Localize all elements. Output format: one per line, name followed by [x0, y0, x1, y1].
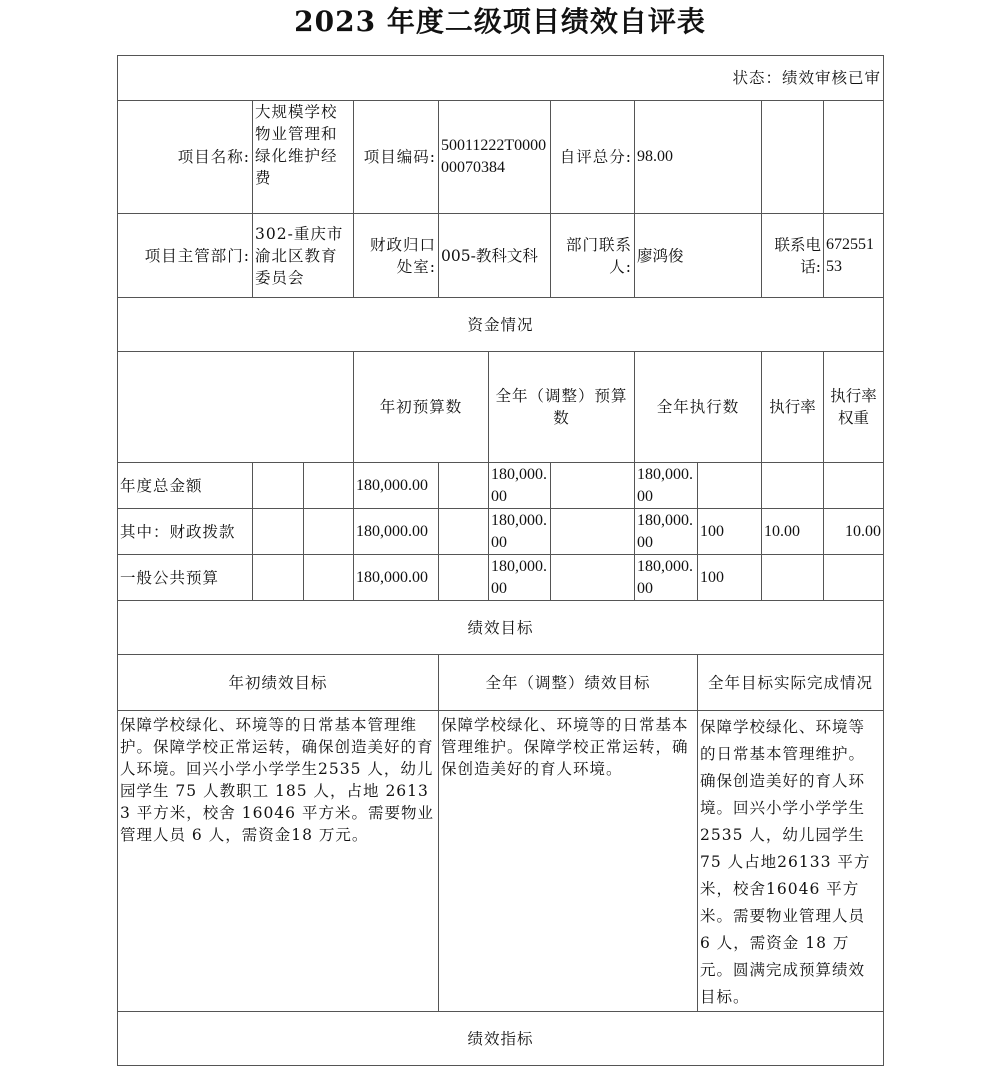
executed-value: 180,000.00 — [635, 463, 698, 509]
funds-section-row — [118, 298, 884, 352]
funds-row-total — [118, 463, 884, 509]
rate-weight-value — [762, 555, 824, 601]
header-exec-rate: 执行率 — [762, 352, 824, 463]
finance-office-label: 财政归口处室: — [354, 214, 439, 298]
header-initial-goal: 年初绩效目标 — [118, 655, 439, 711]
row-label: 年度总金额 — [118, 463, 253, 509]
empty-cell — [304, 463, 354, 509]
empty-cell — [439, 555, 489, 601]
rate-weight-value — [762, 463, 824, 509]
rate-weight-value: 10.00 — [762, 509, 824, 555]
phone-label: 联系电话: — [762, 214, 824, 298]
header-rate-weight: 执行率权重 — [824, 352, 884, 463]
empty-cell — [253, 509, 304, 555]
empty-cell — [439, 509, 489, 555]
initial-budget-value: 180,000.00 — [354, 555, 439, 601]
exec-rate-value: 100 — [698, 509, 762, 555]
rate-score-value — [824, 555, 884, 601]
project-code-label: 项目编码: — [354, 101, 439, 214]
indicators-section-row — [118, 1012, 884, 1066]
adjusted-goal-text: 保障学校绿化、环境等的日常基本管理维护。保障学校正常运转，确保创造美好的育人环境。 — [439, 711, 698, 1012]
adjusted-budget-value: 180,000.00 — [489, 463, 551, 509]
contact-value: 廖鸿俊 — [635, 214, 762, 298]
goals-section-title: 绩效目标 — [118, 601, 884, 655]
adjusted-budget-value: 180,000.00 — [489, 555, 551, 601]
project-name-value: 大规模学校物业管理和绿化维护经费 — [253, 101, 354, 214]
rate-score-value: 10.00 — [824, 509, 884, 555]
executed-value: 180,000.00 — [635, 509, 698, 555]
rate-score-value — [824, 463, 884, 509]
contact-label: 部门联系人: — [551, 214, 635, 298]
status-text: 状态：绩效审核已审 — [118, 56, 884, 101]
finance-office-value: 005-教科文科 — [439, 214, 551, 298]
header-actual-completion: 全年目标实际完成情况 — [698, 655, 884, 711]
phone-value: 67255153 — [824, 214, 884, 298]
status-row — [118, 56, 884, 101]
exec-rate-value: 100 — [698, 555, 762, 601]
project-name-label: 项目名称: — [118, 101, 253, 214]
page-title: 2023 年度二级项目绩效自评表 — [294, 5, 706, 38]
empty-cell — [762, 101, 824, 214]
empty-cell — [824, 101, 884, 214]
empty-cell — [551, 463, 635, 509]
header-initial-budget: 年初预算数 — [354, 352, 489, 463]
funds-section-title: 资金情况 — [118, 298, 884, 352]
project-row — [118, 101, 884, 214]
dept-value: 302-重庆市渝北区教育委员会 — [253, 214, 354, 298]
initial-budget-value: 180,000.00 — [354, 463, 439, 509]
adjusted-budget-value: 180,000.00 — [489, 509, 551, 555]
department-row — [118, 214, 884, 298]
indicators-section-title: 绩效指标 — [118, 1012, 884, 1066]
executed-value: 180,000.00 — [635, 555, 698, 601]
exec-rate-value — [698, 463, 762, 509]
empty-cell — [118, 352, 354, 463]
row-label: 一般公共预算 — [118, 555, 253, 601]
initial-budget-value: 180,000.00 — [354, 509, 439, 555]
funds-row-fiscal — [118, 509, 884, 555]
goals-content-row — [118, 711, 884, 1012]
empty-cell — [253, 463, 304, 509]
goals-header-row — [118, 655, 884, 711]
actual-completion-text: 保障学校绿化、环境等的日常基本管理维护。确保创造美好的育人环境。回兴小学小学学生 2535 人，幼儿园学生 75 人占地26133 平方米，校舍16046 平方米。需要物业管理人员 6 人，需资金 18 万元。圆满完成预算绩效目标。 — [698, 711, 884, 1012]
self-score-value: 98.00 — [635, 101, 762, 214]
goals-section-row — [118, 601, 884, 655]
project-code-value: 50011222T000000070384 — [439, 101, 551, 214]
self-score-label: 自评总分: — [551, 101, 635, 214]
empty-cell — [439, 463, 489, 509]
dept-label: 项目主管部门: — [118, 214, 253, 298]
header-executed: 全年执行数 — [635, 352, 762, 463]
funds-header-row — [118, 352, 884, 463]
evaluation-form — [117, 55, 884, 1066]
header-adjusted-goal: 全年（调整）绩效目标 — [439, 655, 698, 711]
empty-cell — [551, 509, 635, 555]
initial-goal-text: 保障学校绿化、环境等的日常基本管理维护。保障学校正常运转，确保创造美好的育人环境。回兴小学小学学生2535 人，幼儿园学生 75 人教职工 185 人，占地 26133 平方米，校舍 16046 平方米。需要物业管理人员 6 人，需资金18 万元。 — [118, 711, 439, 1012]
header-adjusted-budget: 全年（调整）预算数 — [489, 352, 635, 463]
funds-row-public — [118, 555, 884, 601]
empty-cell — [304, 555, 354, 601]
empty-cell — [253, 555, 304, 601]
empty-cell — [304, 509, 354, 555]
row-label: 其中：财政拨款 — [118, 509, 253, 555]
empty-cell — [551, 555, 635, 601]
